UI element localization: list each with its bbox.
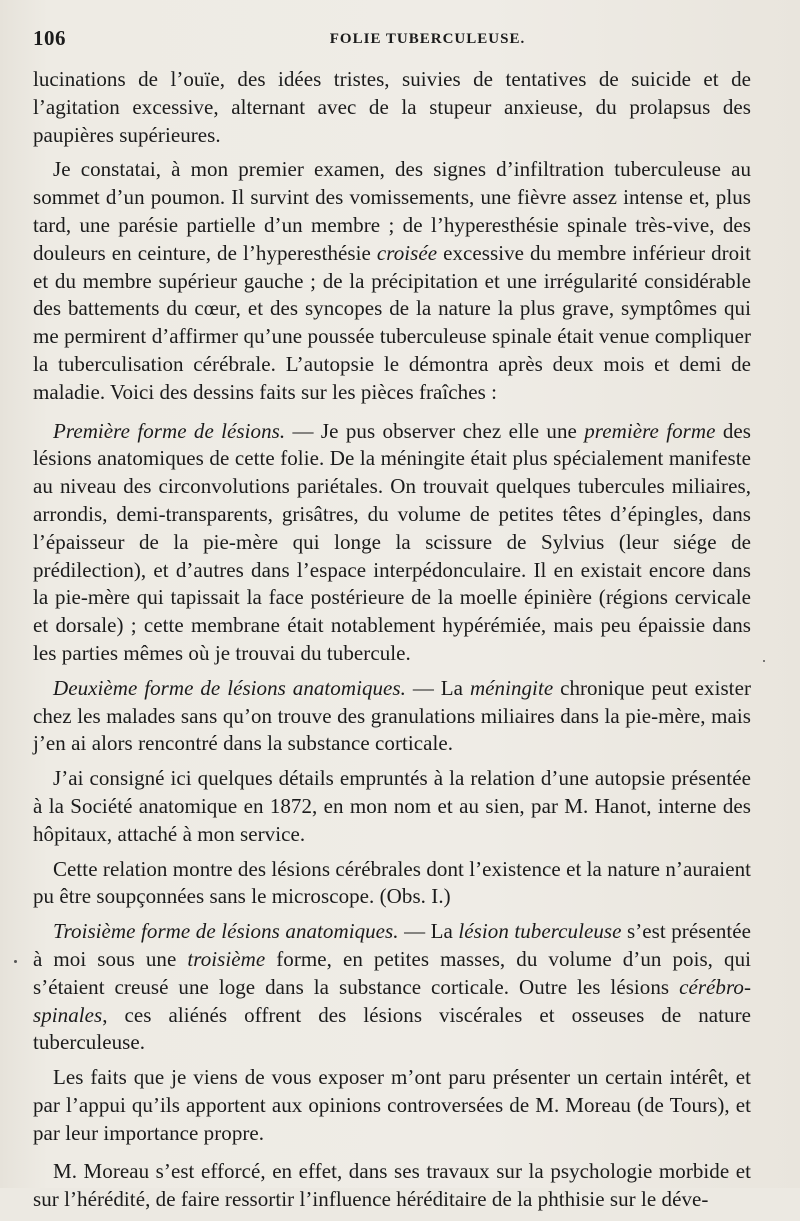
text-run: — La — [398, 919, 459, 944]
paragraph-societe-anatomique — [33, 765, 751, 848]
text-run: Je constatai, à mon premier examen, des signes d’infiltration tuberculeuse au sommet d’un poumon. Il survint des vomissements, une fièvre assez intense et, plus tard, une parésie partielle d’un membre ; de l’hyperesthésie spinale très-vive, des douleurs en ceinture, de l’hyperesthésie — [33, 157, 751, 265]
italic-phrase: croisée — [376, 240, 438, 265]
print-speck — [14, 960, 17, 963]
running-title: FOLIE TUBERCULEUSE. — [329, 31, 526, 47]
italic-phrase: cérébro-spinales — [33, 974, 751, 1027]
text-run: Cette relation montre des lésions cérébrales dont l’existence et la nature n’auraient pu être soupçonnées sans le microscope. (Obs. I.) — [33, 856, 751, 909]
paragraph-1 — [33, 66, 751, 149]
italic-phrase: Première forme de lésions. — [53, 418, 286, 443]
print-speck — [763, 660, 765, 662]
body-text — [33, 66, 751, 1221]
paragraph-deuxieme-forme — [33, 675, 751, 758]
text-run: M. Moreau s’est efforcé, en effet, dans ses travaux sur la psychologie morbide et sur l’hérédité, de faire ressortir l’influence héréditaire de la phthisie sur le déve- — [33, 1159, 751, 1212]
italic-phrase: Troisième forme de lésions anatomiques. — [53, 919, 399, 944]
text-run: excessive du membre inférieur droit et du membre supérieur gauche ; de la précipitation et une irrégularité considérable des battements du cœur, et des syncopes de la nature la plus grave, symptômes qui me permirent d’affirmer qu’une poussée tuberculeuse spinale était venue compliquer la tuberculisation cérébrale. L’autopsie le démontra après deux mois et demi de maladie. Voici des dessins faits sur les pièces fraîches : — [33, 240, 751, 404]
paragraph-premiere-forme — [33, 418, 751, 668]
paragraph-2 — [33, 156, 751, 406]
text-run: des lésions anatomiques de cette folie. De la méningite était plus spécialement manifeste au niveau des circonvolutions pariétales. On trouvait quelques tubercules miliaires, arrondis, demi-transparents, grisâtres, du volume de petites têtes d’épingles, dans l’épaisseur de la pie-mère qui longe la scissure de Sylvius (leur siége de prédilection), et d’autres dans l’espace interpédonculaire. Il en existait encore dans la pie-mère qui tapissait la face postérieure de la moelle épinière (régions cervicale et dorsale) ; cette membrane était notablement hypérémiée, mais peu épaissie dans les parties mêmes où je trouvai du tubercule. — [33, 418, 751, 665]
italic-phrase: troisième — [187, 946, 266, 971]
text-run: Les faits que je viens de vous exposer m’ont paru présenter un certain intérêt, et par l’appui qu’ils apportent aux opinions controversées de M. Moreau (de Tours), et par leur importance propre. — [33, 1065, 751, 1145]
text-run: forme, en petites masses, du volume d’un pois, qui s’étaient creusé une loge dans la substance corticale. Outre les lésions — [33, 946, 752, 999]
paragraph-relation — [33, 856, 751, 912]
paragraph-moreau — [33, 1158, 751, 1214]
text-run: — Je pus observer chez elle une — [285, 418, 585, 443]
text-run: s’est présentée à moi sous une — [33, 919, 751, 971]
text-run: J’ai consigné ici quelques détails empruntés à la relation d’une autopsie présentée à la Société anatomique en 1872, en mon nom et au sien, par M. Hanot, interne des hôpitaux, attaché à mon service. — [33, 766, 751, 846]
text-run: , ces aliénés offrent des lésions viscérales et osseuses de nature tuberculeuse. — [33, 1002, 751, 1055]
italic-phrase: première forme — [584, 418, 716, 443]
text-run: lucinations de l’ouïe, des idées tristes, suivies de tentatives de suicide et de l’agitation excessive, alternant avec de la stupeur anxieuse, du prolapsus des paupières supérieures. — [33, 67, 751, 147]
italic-phrase: lésion tuberculeuse — [458, 919, 622, 944]
text-run: — La — [405, 675, 470, 700]
paragraph-troisieme-forme — [33, 918, 751, 1057]
page-header — [33, 26, 752, 54]
paragraph-faits — [33, 1064, 751, 1147]
page-number: 106 — [33, 26, 66, 50]
italic-phrase: méningite — [469, 675, 554, 700]
italic-phrase: Deuxième forme de lésions anatomiques. — [53, 675, 406, 700]
text-run: chronique peut exister chez les malades sans qu’on trouve des granulations miliaires dans la pie-mère, mais j’en ai alors rencontré dans la substance corticale. — [33, 675, 751, 756]
